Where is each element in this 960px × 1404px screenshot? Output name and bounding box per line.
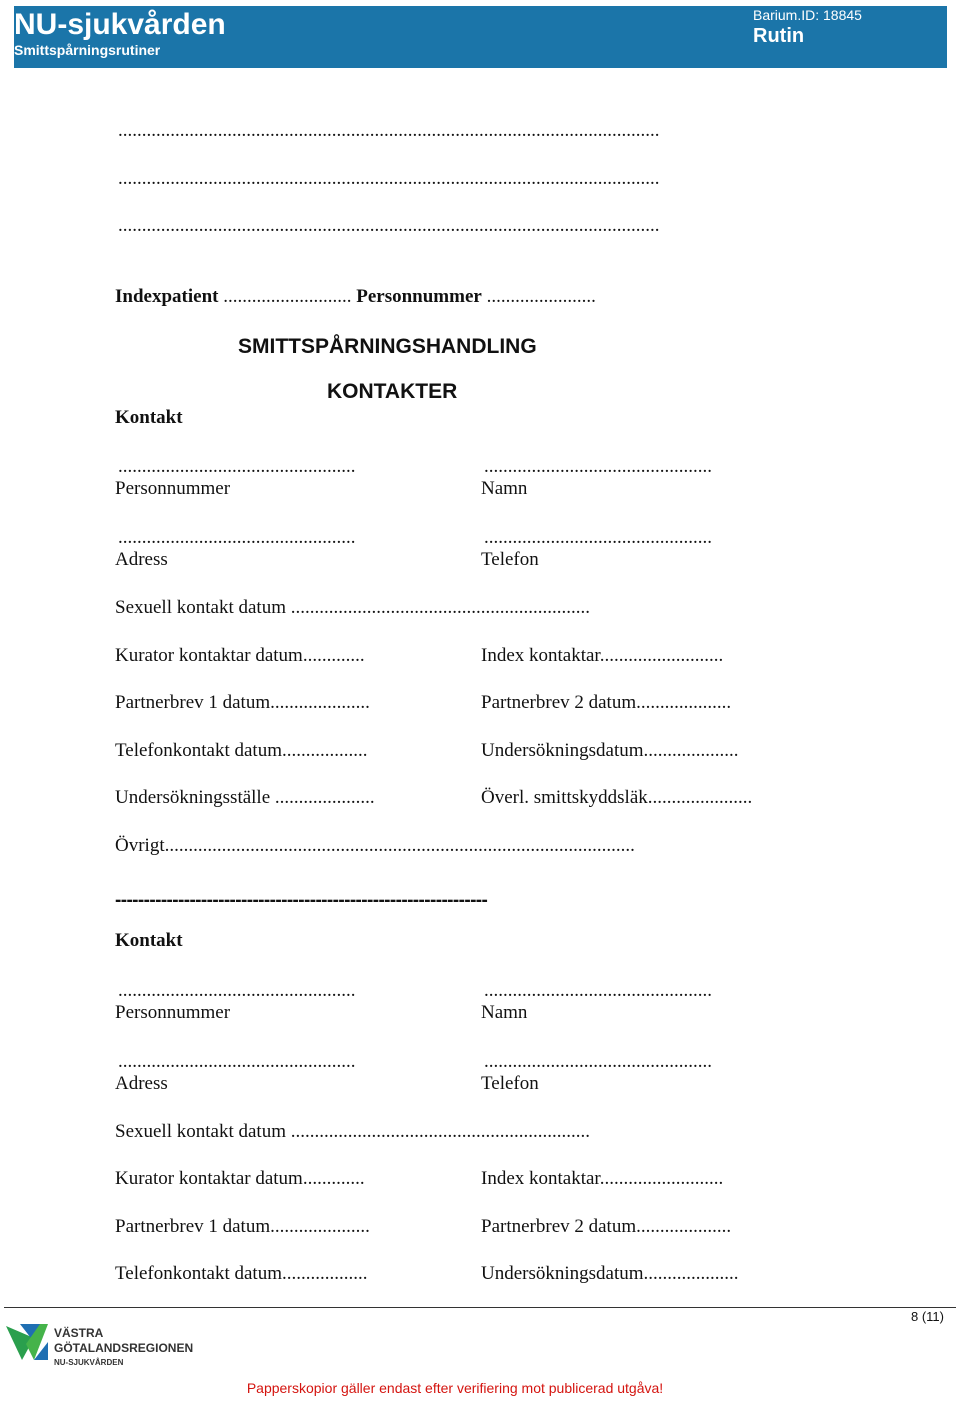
contact-1-phone-contact-date: Telefonkontakt datum..................	[115, 740, 368, 761]
contact-2-phone-label: Telefon	[481, 1073, 539, 1094]
contact-1-exam-date: Undersökningsdatum....................	[481, 740, 739, 761]
contact-1-name-field: ................................................	[484, 456, 712, 477]
contact-2-index-contacts: Index kontaktar..........................	[481, 1168, 724, 1189]
contact-2-address-label: Adress	[115, 1073, 168, 1094]
document-subtitle: Smittspårningsrutiner	[14, 42, 161, 58]
contact-1-sexual-date: Sexuell kontakt datum ...............................................................	[115, 597, 590, 618]
contact-2-name-label: Namn	[481, 1002, 528, 1023]
contact-1-name-label: Namn	[481, 478, 528, 499]
contact-2-name-field: ................................................	[484, 980, 712, 1001]
contact-1-letter1-date: Partnerbrev 1 datum.....................	[115, 692, 370, 713]
contact-2-curator-date: Kurator kontaktar datum.............	[115, 1168, 365, 1189]
contact-1-physician: Överl. smittskyddsläk......................	[481, 787, 753, 808]
contact-1-address-field: ..................................................	[118, 527, 356, 548]
index-pnr-field: .......................	[486, 286, 596, 307]
contact-1-pnr-field: ..................................................	[118, 456, 356, 477]
svg-text:NU-SJUKVÅRDEN: NU-SJUKVÅRDEN	[54, 1358, 124, 1367]
form-heading: SMITTSPÅRNINGSHANDLING	[238, 335, 537, 358]
contact-1-address-label: Adress	[115, 549, 168, 570]
footer-divider	[4, 1307, 956, 1308]
contact-1-exam-place: Undersökningsställe .....................	[115, 787, 375, 808]
region-logo	[4, 1320, 224, 1377]
contact-2-exam-date: Undersökningsdatum....................	[481, 1263, 739, 1284]
svg-text:GÖTALANDSREGIONEN: GÖTALANDSREGIONEN	[54, 1341, 194, 1355]
contact-2-letter1-date: Partnerbrev 1 datum.....................	[115, 1216, 370, 1237]
blank-line-2: ..................................................................................................................	[118, 168, 660, 189]
contact-2-phone-field: ................................................	[484, 1051, 712, 1072]
document-id: Barium.ID: 18845	[753, 7, 862, 23]
contact-2-title: Kontakt	[115, 930, 183, 951]
page-number: 8 (11)	[911, 1309, 944, 1324]
org-title: NU-sjukvården	[14, 8, 226, 41]
contact-1-pnr-label: Personnummer	[115, 478, 231, 499]
contact-2-pnr-label: Personnummer	[115, 1002, 231, 1023]
index-patient-field: ...........................	[223, 286, 352, 307]
contact-2-sexual-date: Sexuell kontakt datum ...............................................................	[115, 1121, 590, 1142]
contact-2-phone-contact-date: Telefonkontakt datum..................	[115, 1263, 368, 1284]
contact-2-pnr-field: ..................................................	[118, 980, 356, 1001]
contact-1-phone-field: ................................................	[484, 527, 712, 548]
contact-2-letter2-date: Partnerbrev 2 datum....................	[481, 1216, 732, 1237]
section-separator: -----------------------------------------------------------------	[115, 890, 488, 911]
index-pnr-label: Personnummer	[356, 286, 482, 307]
contact-1-letter2-date: Partnerbrev 2 datum....................	[481, 692, 732, 713]
contact-1-other: Övrigt...................................................................................................	[115, 835, 635, 856]
contact-1-index-contacts: Index kontaktar..........................	[481, 645, 724, 666]
contact-1-title: Kontakt	[115, 407, 183, 428]
document-type: Rutin	[753, 25, 805, 47]
footer-disclaimer: Papperskopior gäller endast efter verifiering mot publicerad utgåva!	[246, 1380, 664, 1396]
index-patient-row	[115, 286, 596, 308]
region-logo-icon	[4, 1320, 224, 1372]
form-subheading: KONTAKTER	[327, 380, 458, 403]
blank-line-1: ..................................................................................................................	[118, 120, 660, 141]
svg-text:VÄSTRA: VÄSTRA	[54, 1326, 104, 1340]
index-patient-label: Indexpatient	[115, 286, 219, 307]
contact-1-phone-label: Telefon	[481, 549, 539, 570]
blank-line-3: ..................................................................................................................	[118, 215, 660, 236]
document-header	[14, 6, 947, 68]
contact-2-address-field: ..................................................	[118, 1051, 356, 1072]
contact-1-curator-date: Kurator kontaktar datum.............	[115, 645, 365, 666]
